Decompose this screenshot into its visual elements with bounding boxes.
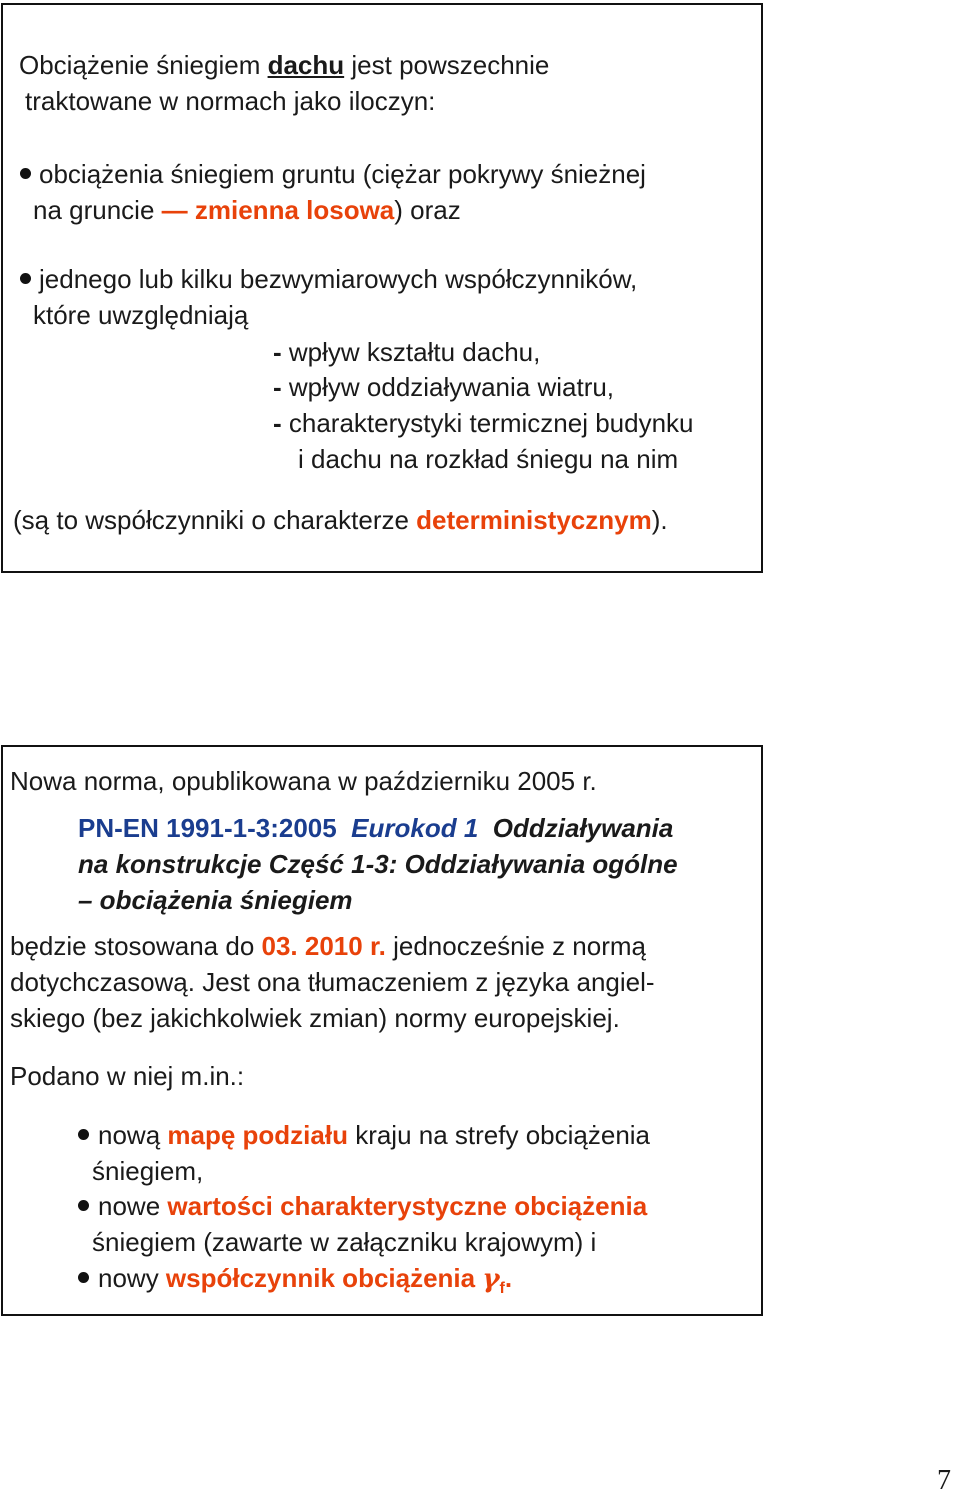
sub-item-thermal-cont: i dachu na rozkład śniegu na nim (298, 444, 679, 474)
sub-item-roof-shape: - wpływ kształtu dachu, (273, 337, 541, 367)
intro-line-2: traktowane w normach jako iloczyn: (25, 86, 436, 116)
bullet-2-line-2: które uwzględniają (33, 300, 249, 330)
slide-new-standard (1, 745, 763, 1316)
given-line: Podano w niej m.in.: (10, 1061, 245, 1091)
page-number: 7 (937, 1465, 951, 1496)
intro-line-1: Obciążenie śniegiem dachu jest powszechnie (19, 50, 550, 80)
bullet-1-line-2: na gruncie — zmienna losowa) oraz (33, 195, 461, 225)
bullet-1-line-1: obciążenia śniegiem gruntu (ciężar pokrywy śnieżnej (39, 159, 646, 189)
bullet-icon (20, 168, 31, 179)
bullet-icon (20, 273, 31, 284)
closing-line: (są to współczynniki o charakterze deterministycznym). (13, 505, 668, 535)
bullet-icon (78, 1200, 89, 1211)
item-map: nową mapę podziału kraju na strefy obciążenia (98, 1120, 651, 1150)
standard-title-line-1: PN-EN 1991-1-3:2005 Eurokod 1 Oddziaływania (78, 813, 674, 843)
item-map-cont: śniegiem, (92, 1156, 204, 1186)
body-line-1: będzie stosowana do 03. 2010 r. jednocześnie z normą (10, 931, 646, 961)
slide-snow-load-definition (1, 3, 763, 573)
body-line-3: skiego (bez jakichkolwiek zmian) normy europejskiej. (10, 1003, 620, 1033)
standard-title-line-2: na konstrukcje Część 1-3: Oddziaływania ogólne (78, 849, 678, 879)
bullet-icon (78, 1272, 89, 1283)
item-values: nowe wartości charakterystyczne obciążenia (98, 1191, 648, 1221)
body-line-2: dotychczasową. Jest ona tłumaczeniem z języka angiel- (10, 967, 655, 997)
bullet-icon (78, 1129, 89, 1140)
sub-item-thermal: - charakterystyki termicznej budynku (273, 408, 694, 438)
item-factor: nowy współczynnik obciążenia $\gamma_f$. (98, 1263, 513, 1297)
item-values-cont: śniegiem (zawarte w załączniku krajowym) i (92, 1227, 597, 1257)
sub-item-wind: - wpływ oddziaływania wiatru, (273, 372, 615, 402)
standard-title-line-3: – obciążenia śniegiem (78, 885, 353, 915)
bullet-2-line-1: jednego lub kilku bezwymiarowych współczynników, (39, 264, 638, 294)
standard-heading: Nowa norma, opublikowana w październiku 2005 r. (10, 766, 597, 796)
